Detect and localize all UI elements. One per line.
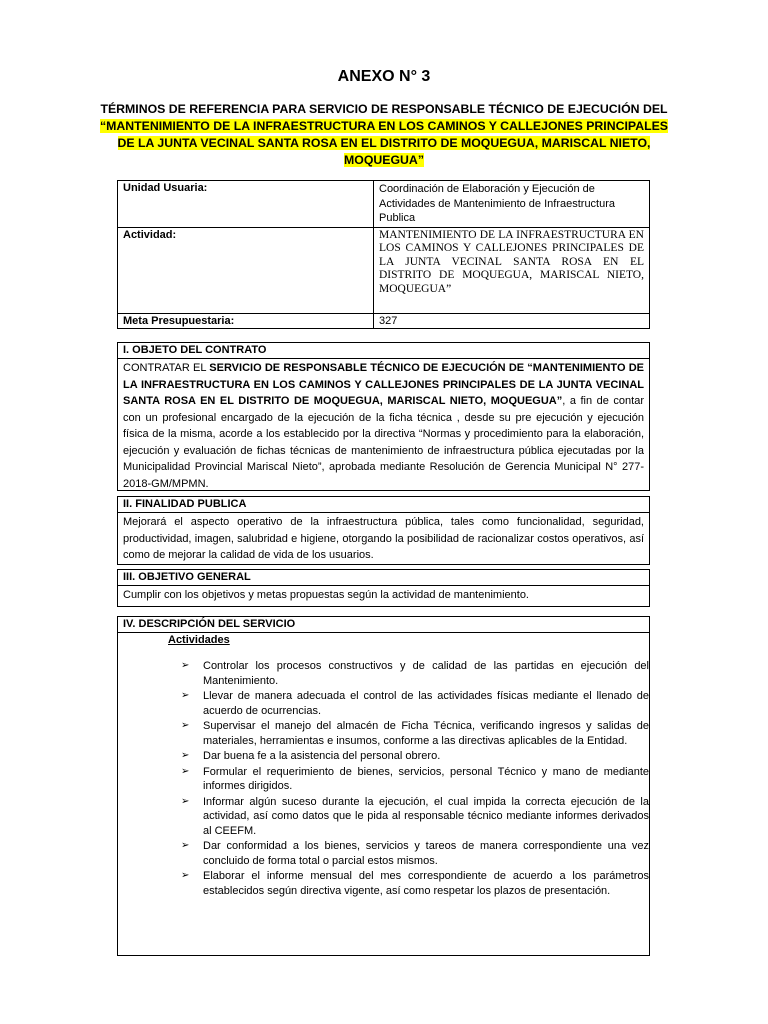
section-title: IV. DESCRIPCIÓN DEL SERVICIO — [118, 617, 649, 633]
highlighted-title-part: “MANTENIMIENTO DE LA INFRAESTRUCTURA EN LOS CAMINOS Y CALLEJONES PRINCIPALES — [100, 119, 668, 133]
heading-line-4 — [100, 152, 668, 169]
objeto-rest: , a fin de contar con un profesional encargado de la ejecución de la ficha técnica , desde su pre ejecución y ejecución física de la misma, acorde a los establecido por la directiva “Normas y procedimiento para la elaboración, ejecución y evaluación de fichas técnicas de mantenimiento de infraestructura pública ejecutadas por la Municipalidad Provincial Mariscal Nieto”, aprobada mediante Resolución de Gerencia Municipal N° 277-2018-GM/MPMN. — [123, 395, 644, 490]
list-item — [181, 795, 649, 839]
section-finalidad — [117, 496, 650, 565]
section-body — [118, 359, 649, 493]
section-title: III. OBJETIVO GENERAL — [118, 570, 649, 586]
table-row — [118, 181, 650, 228]
objeto-prefix: CONTRATAR EL — [123, 362, 210, 374]
activities-subtitle: Actividades — [168, 634, 230, 646]
list-item-text: Dar conformidad a los bienes, servicios y tareos de manera correspondiente una vez concluido de forma total o parcial estos mismos. — [203, 840, 649, 867]
list-item — [181, 869, 649, 898]
arrow-bullet-icon: ➢ — [181, 690, 190, 701]
section-objeto — [117, 342, 650, 491]
value-unidad-usuaria: Coordinación de Elaboración y Ejecución de Actividades de Mantenimiento de Infraestructura Publica — [374, 181, 650, 228]
heading-line-3 — [100, 135, 668, 152]
arrow-bullet-icon: ➢ — [181, 750, 190, 761]
heading-line-1: TÉRMINOS DE REFERENCIA PARA SERVICIO DE RESPONSABLE TÉCNICO DE EJECUCIÓN DEL — [100, 102, 668, 116]
arrow-bullet-icon: ➢ — [181, 660, 190, 671]
objeto-bold-text: SERVICIO DE RESPONSABLE TÉCNICO DE EJECUCIÓN DE “MANTENIMIENTO DE LA INFRAESTRUCTURA EN LOS CAMINOS Y CALLEJONES PRINCIPALES DE LA JUNTA VECINAL SANTA ROSA EN EL DISTRITO DE MOQUEGUA, MARISCAL NIETO, MOQUEGUA” — [123, 362, 644, 407]
value-actividad: MANTENIMIENTO DE LA INFRAESTRUCTURA EN LOS CAMINOS Y CALLEJONES PRINCIPALES DE LA JUNTA VECINAL SANTA ROSA EN EL DISTRITO DE MOQUEGUA, MARISCAL NIETO, MOQUEGUA” — [374, 227, 650, 313]
section-body: Cumplir con los objetivos y metas propuestas según la actividad de mantenimiento. — [123, 589, 529, 601]
list-item — [181, 765, 649, 794]
arrow-bullet-icon: ➢ — [181, 720, 190, 731]
arrow-bullet-icon: ➢ — [181, 795, 190, 807]
label-meta-presupuestaria: Meta Presupuestaria: — [118, 313, 374, 328]
section-descripcion — [117, 616, 650, 956]
list-item — [181, 689, 649, 718]
list-item — [181, 659, 649, 688]
activities-list — [118, 659, 649, 898]
label-unidad-usuaria: Unidad Usuaria: — [118, 181, 374, 228]
list-item — [181, 749, 649, 764]
value-meta-presupuestaria: 327 — [374, 313, 650, 328]
info-table — [117, 180, 650, 329]
arrow-bullet-icon: ➢ — [181, 840, 190, 851]
list-item — [181, 719, 649, 748]
list-item-text: Llevar de manera adecuada el control de las actividades físicas mediante el llenado de acuerdo de ocurrencias. — [203, 690, 649, 717]
list-item-text: Elaborar el informe mensual del mes correspondiente de acuerdo a los parámetros establecidos según directiva vigente, así como respetar los plazos de presentación. — [203, 870, 649, 897]
arrow-bullet-icon: ➢ — [181, 765, 190, 777]
heading-line-2 — [100, 118, 668, 135]
list-item-text: Dar buena fe a la asistencia del personal obrero. — [203, 750, 441, 762]
list-item-text: Informar algún suceso durante la ejecución, el cual impida la correcta ejecución de la actividad, así como datos que le pida al responsable técnico mediante informes derivados al CEEFM. — [203, 795, 649, 837]
table-row — [118, 227, 650, 313]
section-title: I. OBJETO DEL CONTRATO — [118, 343, 649, 359]
section-body: Mejorará el aspecto operativo de la infraestructura pública, tales como funcionalidad, seguridad, productividad, imagen, salubridad e higiene, otorgando la posibilidad de racionalizar costos operativos, así como de mejorar la calidad de vida de los usuarios. — [123, 516, 644, 561]
section-objetivo — [117, 569, 650, 607]
highlighted-title-part: MOQUEGUA” — [344, 153, 424, 167]
label-actividad: Actividad: — [118, 227, 374, 313]
list-item — [181, 839, 649, 868]
section-title: II. FINALIDAD PUBLICA — [118, 497, 649, 513]
list-item-text: Supervisar el manejo del almacén de Ficha Técnica, verificando ingresos y salidas de materiales, herramientas e insumos, conforme a las directivas aplicables de la Entidad. — [203, 720, 649, 747]
highlighted-title-part: DE LA JUNTA VECINAL SANTA ROSA EN EL DISTRITO DE MOQUEGUA, MARISCAL NIETO, — [117, 136, 651, 150]
list-item-text: Formular el requerimiento de bienes, servicios, personal Técnico y mano de mediante informes dirigidos. — [203, 765, 649, 792]
annex-title: ANEXO N° 3 — [337, 68, 431, 85]
table-row — [118, 313, 650, 328]
list-item-text: Controlar los procesos constructivos y de calidad de las partidas en ejecución del Mantenimiento. — [203, 660, 649, 687]
arrow-bullet-icon: ➢ — [181, 870, 190, 881]
